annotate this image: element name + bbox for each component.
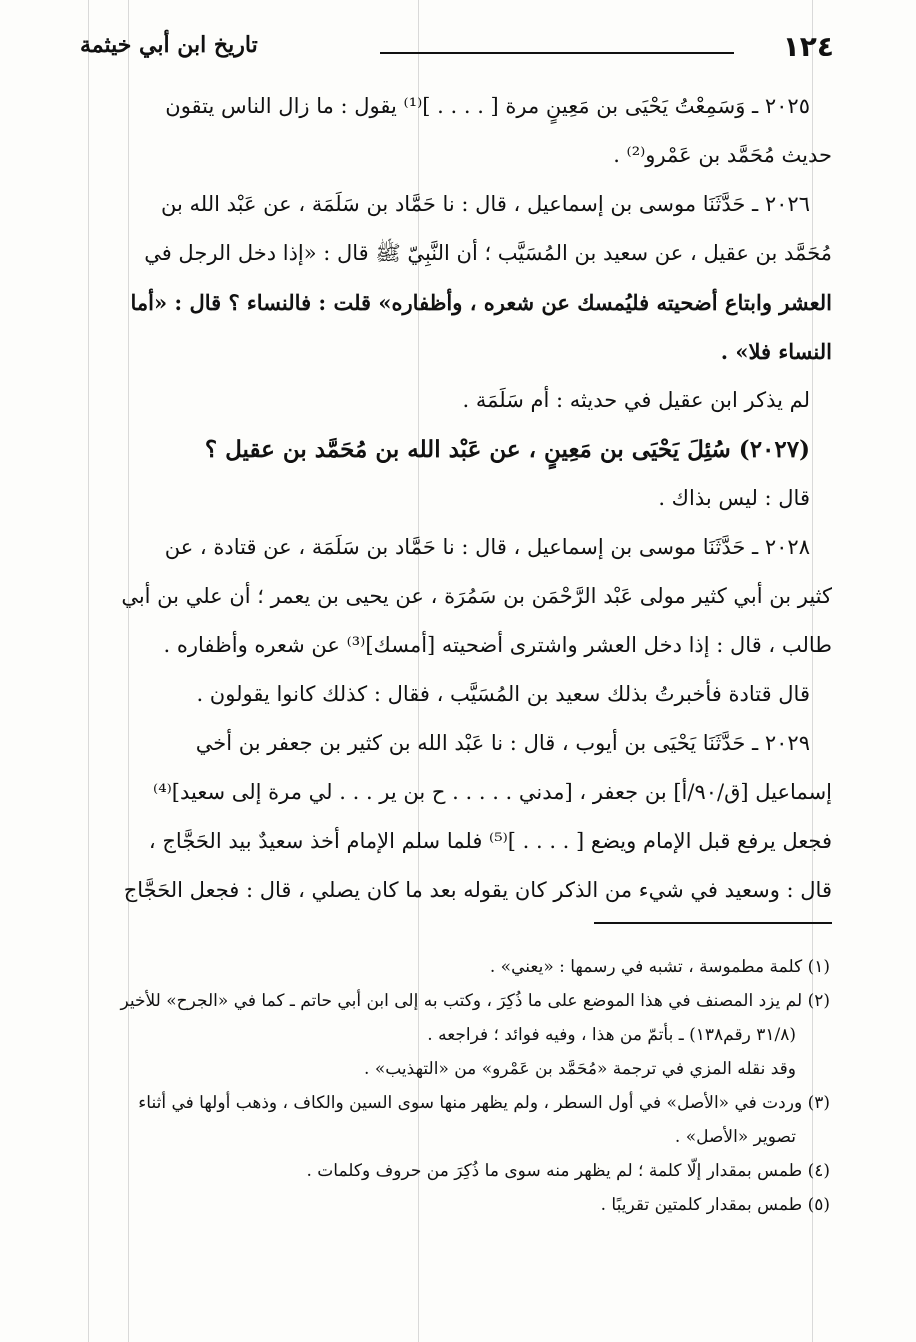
entry-2028-line: قال قتادة فأخبرتُ بذلك سعيد بن المُسَيَّب ، فقال : كذلك كانوا يقولون . — [196, 682, 810, 706]
entry-2025-line: حديث مُحَمَّد بن عَمْرو⁽²⁾ . — [613, 143, 832, 167]
entry-2025-line: ٢٠٢٥ ـ وَسَمِعْتُ يَحْيَى بن مَعِينٍ مرة [ . . . . ]⁽¹⁾ يقول : ما زال الناس يتقون — [165, 94, 810, 118]
entry-2028-line: طالب ، قال : إذا دخل العشر واشترى أضحيته [أمسك]⁽³⁾ عن شعره وأظفاره . — [163, 633, 832, 657]
entry-2029-line: إسماعيل [ق/٩٠/أ] بن جعفر ، [مدني . . . . . ح بن ير . . . لي مرة إلى سعيد]⁽⁴⁾ — [153, 780, 832, 804]
entry-2029-line: ٢٠٢٩ ـ حَدَّثَنَا يَحْيَى بن أيوب ، قال : نا عَبْد الله بن كثير بن جعفر بن أخي — [195, 731, 810, 755]
entry-2027-answer: قال : ليس بذاك . — [658, 486, 810, 510]
page-number: ١٢٤ — [782, 30, 834, 63]
footnote-4: (٤) طمس بمقدار إلّا كلمة ؛ لم يظهر منه سوى ما ذُكِرَ من حروف وكلمات . — [306, 1161, 830, 1181]
running-title: تاريخ ابن أبي خيثمة — [80, 32, 258, 58]
footnote-3: (٣) وردت في «الأصل» في أول السطر ، ولم يظهر منها سوى السين والكاف ، وذهب أولها في أثناء — [138, 1093, 830, 1113]
page-header — [80, 30, 834, 70]
footnote-2: (٢) لم يزد المصنف في هذا الموضع على ما ذُكِرَ ، وكتب به إلى ابن أبي حاتم ـ كما في «الجرح» للأخير — [120, 991, 830, 1011]
entry-2026-note: لم يذكر ابن عقيل في حديثه : أم سَلَمَة . — [462, 388, 810, 412]
footnote-5: (٥) طمس بمقدار كلمتين تقريبًا . — [600, 1195, 830, 1215]
entry-2026-line: ٢٠٢٦ ـ حَدَّثَنَا موسى بن إسماعيل ، قال : نا حَمَّاد بن سَلَمَة ، عن عَبْد الله بن — [160, 192, 810, 216]
entry-2028-line: ٢٠٢٨ ـ حَدَّثَنَا موسى بن إسماعيل ، قال : نا حَمَّاد بن سَلَمَة ، عن قتادة ، عن — [164, 535, 810, 559]
footnote-2-continued: وقد نقله المزي في ترجمة «مُحَمَّد بن عَمْرو» من «التهذيب» . — [364, 1059, 796, 1079]
entry-2029-line: قال : وسعيد في شيء من الذكر كان يقوله بعد ما كان يصلي ، قال : فجعل الحَجَّاج — [123, 878, 832, 902]
entry-2028-line: كثير بن أبي كثير مولى عَبْد الرَّحْمَن بن سَمُرَة ، عن يحيى بن يعمر ؛ أن علي بن أبي — [121, 584, 832, 608]
entry-2026-line: مُحَمَّد بن عقيل ، عن سعيد بن المُسَيَّب ؛ أن النَّبِيّ ﷺ قال : «إذا دخل الرجل في — [144, 241, 832, 265]
entry-2026-line: العشر وابتاع أضحيته فليُمسك عن شعره ، وأظفاره» قلت : فالنساء ؟ قال : «أما — [130, 290, 832, 315]
entry-2027-question: (٢٠٢٧) سُئِلَ يَحْيَى بن مَعِينٍ ، عن عَبْد الله بن مُحَمَّد بن عقيل ؟ — [204, 436, 810, 463]
footnote-3-continued: تصوير «الأصل» . — [674, 1127, 796, 1147]
footnote-1: (١) كلمة مطموسة ، تشبه في رسمها : «يعني» . — [489, 957, 830, 977]
footnote-2-continued: (٣١/٨ رقم١٣٨) ـ بأتمّ من هذا ، وفيه فوائد ؛ فراجعه . — [427, 1025, 796, 1045]
footnotes — [80, 950, 830, 1222]
main-text — [80, 82, 832, 915]
entry-2026-line: النساء فلا» . — [720, 339, 832, 364]
footnote-rule — [594, 922, 832, 924]
entry-2029-line: فجعل يرفع قبل الإمام ويضع [ . . . . ]⁽⁵⁾ فلما سلم الإمام أخذ سعيدٌ بيد الحَجَّاج ، — [148, 829, 832, 853]
header-rule — [380, 52, 734, 54]
